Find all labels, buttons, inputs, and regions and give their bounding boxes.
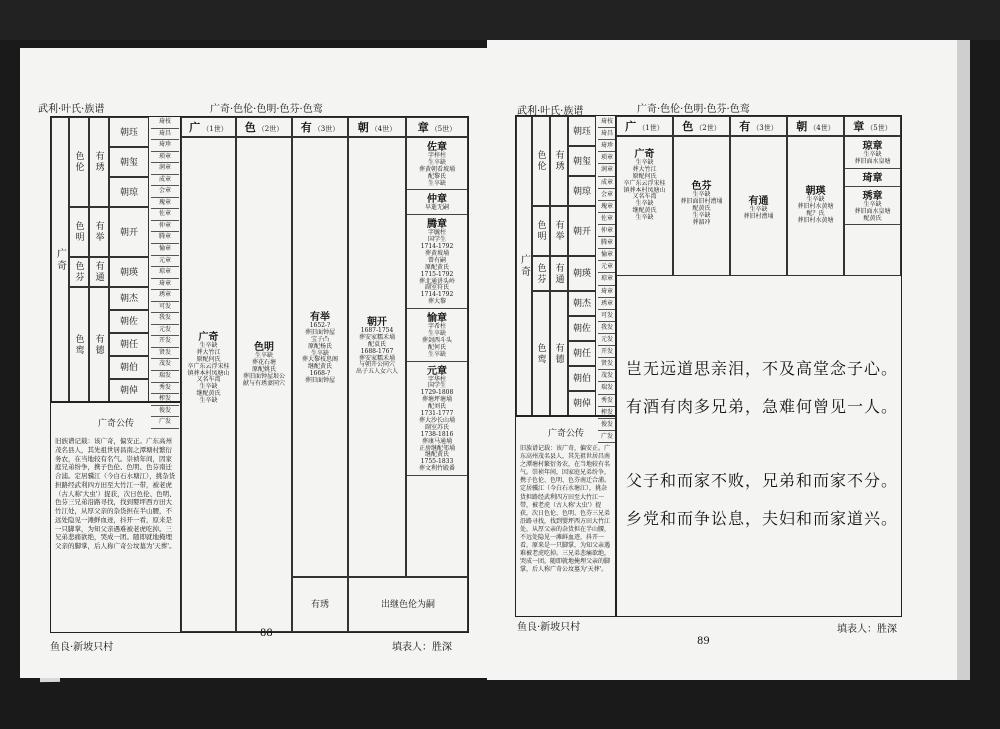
ryoutong-details bbox=[731, 207, 786, 221]
right-page-number: 89 bbox=[697, 636, 710, 647]
zhang-name: 琦章 bbox=[862, 172, 883, 184]
zhang-line: 生卒缺 bbox=[863, 200, 882, 208]
tree-zhang-item: 会章 bbox=[151, 186, 179, 198]
rtree-chao-ying: 朝瑛 bbox=[568, 256, 596, 291]
zhang-line: 原配黄氏 bbox=[424, 263, 449, 271]
rgen-header-4: 朝 （4世） bbox=[787, 116, 844, 136]
zhang-line: 配黄氏 bbox=[863, 214, 882, 222]
tree-you-ju: 有举 bbox=[89, 207, 109, 257]
rtree-zhang-item: 琦章 bbox=[598, 286, 616, 298]
col-youju bbox=[292, 137, 348, 577]
tree-zhang-item: 我发 bbox=[151, 313, 179, 325]
zhang-line: 葬剑西斗头 bbox=[421, 336, 452, 344]
rtree-zhang-item: 仲章 bbox=[598, 225, 616, 237]
tree-root-guangqi: 广奇 bbox=[51, 117, 69, 402]
detail-line: 1652-? bbox=[309, 322, 331, 329]
zhang-entry bbox=[845, 169, 900, 187]
zhang-name: 琼章 bbox=[862, 141, 883, 152]
col-seming bbox=[236, 137, 292, 632]
right-footer-filler: 填表人：胜深 bbox=[837, 624, 897, 635]
detail-line: 献与有琇妻同穴 bbox=[242, 379, 285, 387]
tree-zhang-item: 琐章 bbox=[151, 152, 179, 164]
tree-zhang-item: 腾章 bbox=[151, 232, 179, 244]
zhang-line: 正房继配邻埇 bbox=[418, 444, 455, 452]
detail-line: 1687-1754 bbox=[360, 327, 394, 334]
zhang-line: 葬塘坪塘埇 bbox=[421, 396, 452, 404]
tree-zhang-item: 可发 bbox=[151, 302, 179, 314]
tree-zhang-item: 润章 bbox=[151, 163, 179, 175]
zhang-line: 配何氏 bbox=[427, 343, 446, 351]
detail-line: 葬旧面钟屋 bbox=[304, 328, 335, 336]
gen-header-3: 有 （3世） bbox=[292, 117, 348, 137]
detail-line: 葬旧村水黄塘 bbox=[797, 216, 834, 224]
zhang-line: 生卒缺 bbox=[427, 350, 446, 358]
rperson-guangqi: 广奇 bbox=[634, 149, 655, 160]
rtree-zhang-item: 瑰章 bbox=[598, 201, 616, 213]
detail-line: 与朝开公同穴 bbox=[358, 361, 395, 369]
detail-line: 生卒缺 bbox=[199, 383, 218, 391]
bio-title: 广奇公传 bbox=[97, 419, 134, 429]
gen-header-4: 朝 （4世） bbox=[348, 117, 406, 137]
detail-line: 镇葬本村凤塘山 bbox=[623, 186, 666, 194]
rtree-chao-kai: 朝开 bbox=[568, 206, 596, 256]
zhang-line: 生卒缺 bbox=[427, 330, 446, 338]
rtree-zhang-item: 会章 bbox=[598, 189, 616, 201]
detail-line: 生卒缺 bbox=[806, 196, 825, 203]
zhang-line: 1731-1777 bbox=[420, 410, 454, 418]
zhang-line: 1738-1816 bbox=[420, 430, 454, 438]
person-youju: 有举 bbox=[310, 312, 330, 323]
rtree-zhang-item: 俊发 bbox=[598, 419, 616, 431]
rtree-zhang-item: 可发 bbox=[598, 310, 616, 322]
rcol-youtong bbox=[730, 136, 787, 276]
rtree-chao-zuo: 朝佐 bbox=[568, 316, 596, 341]
rtree-zhang-item: 榨发 bbox=[598, 407, 616, 419]
left-bio bbox=[50, 401, 182, 633]
detail-line: 卒广东云浮宋桂 bbox=[187, 362, 230, 370]
tree-chao-qiong: 朝琼 bbox=[109, 177, 149, 207]
rtree-zhang-item: 琦枝 bbox=[598, 116, 616, 128]
rtree-zhang-item: 开发 bbox=[598, 346, 616, 358]
rtree-se-luan: 色鸾 bbox=[532, 291, 550, 416]
poem-line-2: 有酒有肉多兄弟，急难何曾见一人。 bbox=[626, 397, 899, 416]
tree-zhang-item: 广发 bbox=[151, 417, 179, 429]
tree-se-ming: 色明 bbox=[69, 207, 89, 257]
right-header-names: 广奇·色伦·色明·色芬·色鸾 bbox=[637, 104, 750, 115]
chaokai-details bbox=[349, 328, 405, 376]
rtree-you-tong: 有通 bbox=[550, 256, 568, 291]
zhang-line: 字希柱 bbox=[427, 323, 446, 331]
zhang-line: 配刘氏 bbox=[427, 403, 446, 411]
left-footer-filler: 填表人：胜深 bbox=[392, 642, 452, 653]
bottom-youxiu: 有琇 bbox=[292, 577, 348, 632]
person-seming: 色明 bbox=[254, 342, 274, 353]
tree-zhang-item: 元发 bbox=[151, 325, 179, 337]
zhang-line: 配黎氏 bbox=[427, 172, 446, 180]
zhang-line: 葬旧面水皇塘 bbox=[854, 157, 891, 165]
rtree-se-lun: 色伦 bbox=[532, 116, 550, 206]
guangqi-details bbox=[182, 343, 235, 405]
person-guangqi: 广奇 bbox=[198, 332, 219, 343]
zhang-line: 字毓柱 bbox=[427, 229, 446, 237]
tree-zhang-item: 琇章 bbox=[151, 290, 179, 302]
tree-zhang-item: 琦枝 bbox=[151, 117, 179, 129]
rcol-guangqi bbox=[616, 136, 673, 276]
detail-line: 出子五人女六人 bbox=[355, 368, 398, 376]
zhang-line: 生卒缺 bbox=[863, 151, 882, 158]
rtree-you-ju: 有举 bbox=[550, 206, 568, 256]
rperson-chaoying: 朝瑛 bbox=[805, 186, 826, 197]
detail-line: 卒广东云浮宋桂 bbox=[623, 179, 666, 187]
zhang-line: 1729-1808 bbox=[420, 389, 454, 397]
rtree-zhang-item: 愉章 bbox=[598, 249, 616, 261]
tree-zhang-item: 琦昌 bbox=[151, 129, 179, 141]
detail-line: 葬大黎枝思阁 bbox=[301, 356, 338, 364]
detail-line: 原配杨氏 bbox=[307, 342, 332, 350]
rtree-chao-bo: 朝伯 bbox=[568, 366, 596, 391]
tree-chao-kai: 朝开 bbox=[109, 207, 149, 257]
tree-chao-xi: 朝玺 bbox=[109, 147, 149, 177]
rtree-zhang-item: 腾章 bbox=[598, 237, 616, 249]
zhang-line: 1714-1792 bbox=[420, 243, 454, 251]
rtree-zhang-item: 琐章 bbox=[598, 152, 616, 164]
zhang-entry bbox=[407, 362, 467, 476]
tree-zhang-item: 榨发 bbox=[151, 394, 179, 406]
rtree-you-de: 有德 bbox=[550, 291, 568, 416]
rgen-header-2: 色 （2世） bbox=[673, 116, 730, 136]
tree-chao-ren: 朝任 bbox=[109, 333, 149, 356]
youju-details bbox=[293, 323, 347, 385]
col-guangqi bbox=[181, 137, 236, 632]
rtree-you-xiu: 有琇 bbox=[550, 116, 568, 206]
zhang-name: 仲章 bbox=[427, 194, 447, 206]
zhang-line: 1755-1833 bbox=[420, 458, 454, 466]
detail-line: 葬大竹江 bbox=[196, 348, 221, 356]
bio-text: 旧族谱记载：该广奇，偏安正。广东高州茂名县人，其先祖世居昌南之潭塘村繁衍务农，在当地较有名气。崇祯年间，因家庭兄弟纷争，携子色伦、色明、色芬南迁合浦。定居骥江（今白石水塘江），挑杂货担路经武利四方田至大竹江一带，被老虎（古人称'大虫'）捉获，次日色伦、色明、色芬三兄弟沿路寻找，找到婴坪西方田大竹江处，从厚父亲的杂货担在半山腰，不远处隐见一滩鲜血迹，抖开一看，原来是一只脚掌，为知父亲遇难被老虎吃掉。三兄弟悲痛欲绝，哭成一团。随即就地掩埋父亲的脚掌，后人称广奇公坟墓为'天葬'。 bbox=[55, 437, 176, 551]
detail-line: 葬安家糯禾埇 bbox=[358, 354, 395, 362]
gen-header-5: 章 （5世） bbox=[406, 117, 468, 137]
rtree-zhang-item: 琇章 bbox=[598, 298, 616, 310]
left-footer-place: 鱼良·新坡只村 bbox=[50, 642, 114, 653]
poem-line-4: 乡党和而争讼息，夫妇和而家道兴。 bbox=[626, 509, 899, 528]
zhang-line: 葬文利竹殿番 bbox=[418, 465, 455, 473]
right-main-table bbox=[615, 115, 902, 617]
left-main-table bbox=[180, 116, 469, 633]
zhang-line: 生卒缺 bbox=[427, 179, 446, 187]
detail-line: 配？氏 bbox=[806, 209, 825, 217]
rchaoying-details bbox=[788, 197, 843, 225]
rtree-zhang-item: 元章 bbox=[598, 261, 616, 273]
zhang-line: 葬大黎 bbox=[427, 298, 446, 306]
tree-zhang-item: 贤发 bbox=[151, 348, 179, 360]
rcol-zhang bbox=[844, 136, 901, 276]
tree-se-fen: 色芬 bbox=[69, 257, 89, 287]
poem-line-3: 父子和而家不败，兄弟和而家不分。 bbox=[626, 471, 899, 490]
tree-chao-zhuo: 朝倬 bbox=[109, 379, 149, 402]
tree-you-xiu: 有琇 bbox=[89, 117, 109, 207]
zhang-line: 生卒缺 bbox=[427, 158, 446, 166]
left-page-number: 88 bbox=[260, 628, 273, 639]
detail-line: 生卒缺 bbox=[635, 200, 654, 208]
rtree-zhang-column bbox=[598, 116, 616, 440]
left-header-names: 广奇·色伦·色明·色芬·色鸾 bbox=[210, 104, 323, 115]
tree-chao-ying: 朝瑛 bbox=[109, 257, 149, 287]
detail-line: 葬旧村水黄塘 bbox=[797, 202, 834, 210]
detail-line: 1688-1767 bbox=[360, 347, 394, 355]
rgen-header-5: 章 （5世） bbox=[844, 116, 901, 136]
tree-zhang-item: 俊发 bbox=[151, 406, 179, 418]
detail-line: 继配黄氏 bbox=[196, 390, 221, 398]
detail-line: 葬湄冲 bbox=[692, 218, 711, 226]
rperson-youtong: 有通 bbox=[748, 196, 769, 207]
rguangqi-details bbox=[617, 160, 672, 222]
detail-line: 继配黄氏 bbox=[632, 207, 657, 215]
rcol-sefen bbox=[673, 136, 730, 276]
bottom-note: 出继色伦为嗣 bbox=[348, 577, 468, 632]
rgen-header-3: 有 （3世） bbox=[730, 116, 787, 136]
poem-line-1: 岂无远道思亲泪，不及高堂念子心。 bbox=[626, 359, 899, 378]
detail-line: 葬旧村漕埇 bbox=[743, 212, 774, 220]
tree-zhang-item: 佐章 bbox=[151, 209, 179, 221]
tree-chao-jie: 朝杰 bbox=[109, 287, 149, 310]
tree-zhang-item: 茂发 bbox=[151, 359, 179, 371]
detail-line: 原配何氏 bbox=[632, 172, 657, 180]
tree-zhang-item: 秀发 bbox=[151, 383, 179, 395]
zhang-line: 国学生 bbox=[427, 382, 446, 390]
rtree-chao-ren: 朝任 bbox=[568, 341, 596, 366]
rtree-chao-zhuo: 朝倬 bbox=[568, 391, 596, 416]
rtree-chao-qiong: 朝琼 bbox=[568, 176, 596, 206]
poem-area bbox=[616, 276, 901, 616]
detail-line: 又名车湾 bbox=[632, 193, 657, 201]
rtree-zhang-item: 秀发 bbox=[598, 395, 616, 407]
detail-line: 配黄氏 bbox=[692, 204, 711, 212]
rtree-se-fen: 色芬 bbox=[532, 256, 550, 291]
zhang-name: 愉章 bbox=[427, 313, 447, 325]
rsefen-details bbox=[674, 192, 729, 226]
zhang-entry bbox=[407, 190, 467, 215]
rtree-chao-xi: 朝玺 bbox=[568, 146, 596, 176]
right-page bbox=[487, 40, 957, 680]
detail-line: 生卒缺 bbox=[635, 159, 654, 166]
detail-line: 生卒缺 bbox=[254, 352, 273, 359]
tree-zhang-item: 成章 bbox=[151, 175, 179, 187]
tree-se-lun: 色伦 bbox=[69, 117, 89, 207]
rtree-zhang-item: 广发 bbox=[598, 431, 616, 443]
detail-line: 配袁氏 bbox=[367, 340, 386, 348]
rtree-zhang-item: 成章 bbox=[598, 177, 616, 189]
rcol-chaoying bbox=[787, 136, 844, 276]
tree-chao-jue: 朝珏 bbox=[109, 117, 149, 147]
tree-zhang-item: 开发 bbox=[151, 336, 179, 348]
zhang-line: 葬黄朝看坡埇 bbox=[418, 165, 455, 173]
detail-line: 葬花石塘 bbox=[251, 358, 276, 366]
rtree-zhang-item: 瑞发 bbox=[598, 382, 616, 394]
tree-zhang-item: 琦珍 bbox=[151, 140, 179, 152]
detail-line: 继配黄氏 bbox=[307, 363, 332, 371]
zhang-name: 元章 bbox=[427, 365, 447, 377]
right-header-title: 武利·叶氏·族谱 bbox=[517, 106, 584, 117]
rtree-zhang-item: 琼章 bbox=[598, 273, 616, 285]
rtree-se-ming: 色明 bbox=[532, 206, 550, 256]
col-zhang bbox=[406, 137, 468, 577]
zhang-line: 继配黄氏 bbox=[424, 451, 449, 459]
tree-se-luan: 色鸾 bbox=[69, 287, 89, 402]
rbio-title: 广奇公传 bbox=[547, 429, 584, 439]
rtree-zhang-item: 我发 bbox=[598, 322, 616, 334]
zhang-line: 葬旧面水皇塘 bbox=[854, 207, 891, 215]
tree-zhang-item: 瑰章 bbox=[151, 198, 179, 210]
person-chaokai: 朝开 bbox=[367, 317, 387, 328]
zhang-line: 字华柱 bbox=[427, 375, 446, 383]
detail-line: 又名车湾 bbox=[196, 376, 221, 384]
zhang-entries bbox=[407, 138, 467, 476]
zhang-line: 国学生 bbox=[427, 236, 446, 244]
zhang-name: 佐章 bbox=[427, 142, 447, 153]
gen-header-1: 广 （1世） bbox=[181, 117, 236, 137]
right-footer-place: 鱼良·新坡只村 bbox=[517, 622, 581, 633]
detail-line: 葬旧面旧村漕埇 bbox=[680, 197, 723, 205]
zhang-line: 葬北通讲头岭 bbox=[418, 277, 455, 285]
tree-chao-zuo: 朝佐 bbox=[109, 310, 149, 333]
zhang-line: 曾有嗣 bbox=[427, 256, 446, 264]
left-header-title: 武利·叶氏·族谱 bbox=[38, 104, 105, 115]
tree-zhang-item: 琼章 bbox=[151, 267, 179, 279]
zhang-line: 副室苏氏 bbox=[424, 423, 449, 431]
zhang-name: 琇章 bbox=[862, 190, 883, 202]
detail-line: 生卒缺 bbox=[310, 349, 329, 357]
detail-line: 葬旧面钟屋垠公 bbox=[242, 372, 285, 380]
zhang-line: 1715-1792 bbox=[420, 270, 454, 278]
detail-line: 生卒缺 bbox=[199, 342, 218, 349]
zhang-line: 副室符氏 bbox=[424, 284, 449, 292]
rtree-zhang-item: 琦珍 bbox=[598, 140, 616, 152]
rtree-zhang-item: 贤发 bbox=[598, 358, 616, 370]
zhang-entry bbox=[845, 187, 900, 226]
tree-zhang-item: 琦章 bbox=[151, 279, 179, 291]
rtree-zhang-item: 元发 bbox=[598, 334, 616, 346]
right-bio bbox=[515, 415, 617, 617]
detail-line: 生卒缺 bbox=[199, 397, 218, 405]
zhang-line: 葬黄坡埇 bbox=[424, 250, 449, 258]
detail-line: 原配何氏 bbox=[196, 355, 221, 363]
tree-zhang-item: 仲章 bbox=[151, 221, 179, 233]
zhang-entry bbox=[845, 137, 900, 169]
seming-details bbox=[237, 353, 291, 387]
zhang-entry bbox=[407, 215, 467, 309]
detail-line: 原配姚氏 bbox=[251, 365, 276, 373]
detail-line: 镇葬本村凤塘山 bbox=[187, 369, 230, 377]
rperson-sefen: 色芬 bbox=[691, 181, 712, 192]
rtree-root: 广奇 bbox=[516, 116, 532, 416]
detail-line: 1668-? bbox=[309, 370, 331, 378]
rtree-zhang-item: 茂发 bbox=[598, 370, 616, 382]
zhang-line: 早逝无嗣 bbox=[424, 204, 449, 212]
zhang-line: 1714-1792 bbox=[420, 291, 454, 299]
zhang-entry bbox=[407, 138, 467, 190]
col-chaokai bbox=[348, 137, 406, 577]
rtree-chao-jie: 朝杰 bbox=[568, 291, 596, 316]
zhang-line: 葬康马通埇 bbox=[421, 437, 452, 445]
tree-chao-bo: 朝伯 bbox=[109, 356, 149, 379]
rtree-chao-jue: 朝珏 bbox=[568, 116, 596, 146]
detail-line: 生卒缺 bbox=[692, 211, 711, 219]
detail-line: 生卒缺 bbox=[635, 214, 654, 222]
tree-you-tong: 有通 bbox=[89, 257, 109, 287]
tree-you-de: 有德 bbox=[89, 287, 109, 402]
detail-line: 生卒缺 bbox=[749, 206, 768, 213]
zhang-entry bbox=[407, 309, 467, 361]
rzhang-entries bbox=[845, 137, 900, 225]
rbio-text: 旧族谱记载：该广奇，偏安正。广东高州茂名县人，其先祖世居昌南之潭塘村繁衍务农，在当地较有名气。崇祯年间，因家庭兄弟纷争，携子色伦、色明、色芬南迁合浦。定居骥江（今白石水塘江），挑杂货担路经武利四方田至大竹江一带，被老虎（古人称'大虫'）捉获，次日色伦、色明、色芬三兄弟沿路寻找，找到婴坪西方田大竹江处，从厚父亲的杂货担在半山腰，不远处隐见一滩鲜血迹，抖开一看，原来是一只脚掌，为知父亲遇难被老虎吃掉。三兄弟悲痛欲绝，哭成一团。随即就地掩埋父亲的脚掌，后人称广奇公坟墓为'天葬'。 bbox=[520, 445, 611, 574]
tree-zhang-item: 愉章 bbox=[151, 244, 179, 256]
rtree-zhang-item: 润章 bbox=[598, 164, 616, 176]
rtree-zhang-item: 佐章 bbox=[598, 213, 616, 225]
tree-zhang-item: 瑞发 bbox=[151, 371, 179, 383]
zhang-line: 字梓柱 bbox=[427, 152, 446, 159]
detail-line: 生卒缺 bbox=[692, 191, 711, 198]
detail-line: 葬安家糯禾埇 bbox=[358, 333, 395, 341]
left-page bbox=[20, 48, 489, 678]
detail-line: 葬大竹江 bbox=[632, 165, 657, 173]
tree-zhang-item: 元章 bbox=[151, 256, 179, 268]
zhang-name: 腾章 bbox=[427, 219, 447, 231]
rtree-zhang-item: 琦昌 bbox=[598, 128, 616, 140]
detail-line: 葬旧面钟屋 bbox=[304, 377, 335, 385]
detail-line: 宝子凸 bbox=[310, 335, 329, 343]
tree-zhang-column bbox=[151, 117, 179, 426]
background-top bbox=[0, 0, 1000, 40]
rgen-header-1: 广 （1世） bbox=[616, 116, 673, 136]
zhang-line: 葬大沙长山埇 bbox=[418, 416, 455, 424]
gen-header-2: 色 （2世） bbox=[236, 117, 292, 137]
